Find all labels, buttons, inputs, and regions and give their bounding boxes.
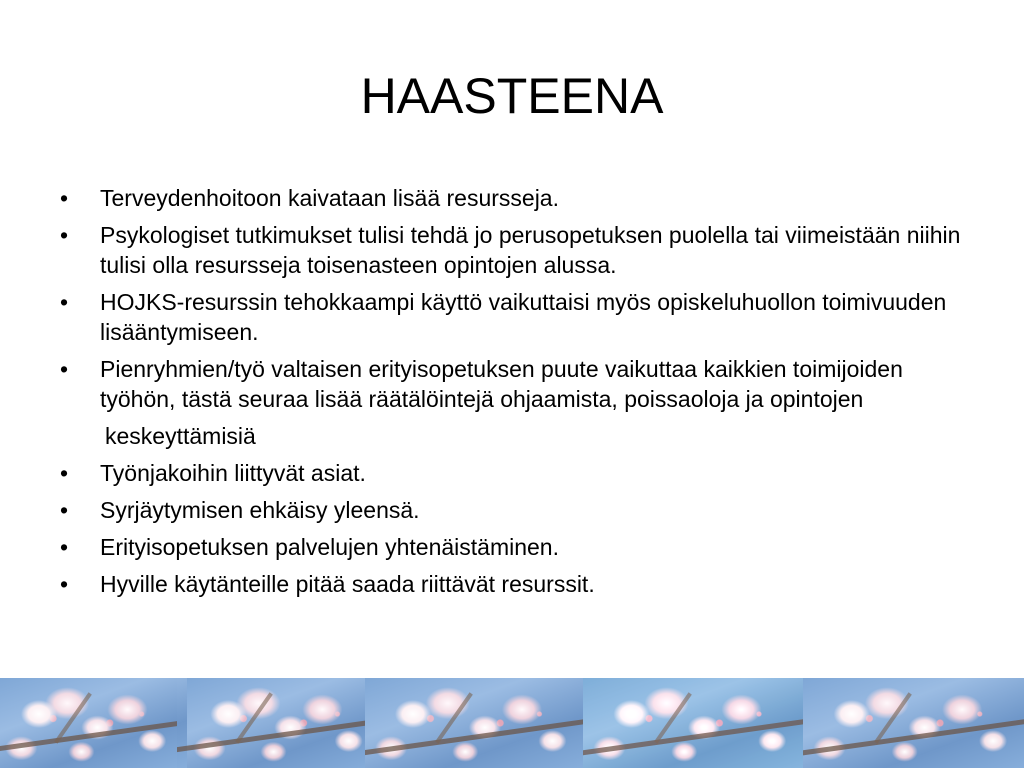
bullet-icon: • bbox=[60, 534, 69, 560]
cherry-blossom-image bbox=[0, 678, 177, 768]
bullet-item bbox=[60, 220, 970, 280]
bullet-item bbox=[60, 569, 970, 599]
bullet-item bbox=[60, 532, 970, 562]
bullet-item bbox=[60, 458, 970, 488]
bullet-icon: • bbox=[60, 356, 69, 382]
slide-title: HAASTEENA bbox=[360, 68, 664, 124]
bullet-item bbox=[60, 287, 970, 347]
bullet-item bbox=[60, 183, 970, 213]
continuation-text: keskeyttämisiä bbox=[105, 423, 256, 449]
bullet-text: Terveydenhoitoon kaivataan lisää resursseja. bbox=[100, 185, 559, 211]
cherry-blossom-image bbox=[803, 678, 1024, 768]
bullet-icon: • bbox=[60, 460, 69, 486]
cherry-blossom-banner bbox=[0, 678, 1024, 768]
bullet-icon: • bbox=[60, 497, 69, 523]
cherry-blossom-image bbox=[583, 678, 803, 768]
bullet-text: Hyville käytänteille pitää saada riittävät resurssit. bbox=[100, 571, 595, 597]
bullet-item bbox=[60, 354, 970, 414]
bullet-text: Erityisopetuksen palvelujen yhtenäistäminen. bbox=[100, 534, 559, 560]
bullet-text: HOJKS-resurssin tehokkaampi käyttö vaikuttaisi myös opiskeluhuollon toimivuuden lisääntymiseen. bbox=[100, 289, 947, 345]
bullet-icon: • bbox=[60, 571, 69, 597]
bullet-continuation bbox=[60, 421, 970, 451]
bullet-text: Pienryhmien/työ valtaisen erityisopetuksen puute vaikuttaa kaikkien toimijoiden työhön, tästä seuraa lisää räätälöintejä ohjaamista, poissaoloja ja opintojen bbox=[100, 356, 903, 412]
bullet-list bbox=[60, 183, 970, 606]
bullet-text: Työnjakoihin liittyvät asiat. bbox=[100, 460, 366, 486]
bullet-text: Syrjäytymisen ehkäisy yleensä. bbox=[100, 497, 420, 523]
cherry-blossom-image bbox=[177, 678, 365, 768]
bullet-icon: • bbox=[60, 222, 69, 248]
bullet-icon: • bbox=[60, 185, 69, 211]
bullet-icon: • bbox=[60, 289, 69, 315]
cherry-blossom-image bbox=[365, 678, 583, 768]
bullet-text: Psykologiset tutkimukset tulisi tehdä jo perusopetuksen puolella tai viimeistään niihin tulisi olla resursseja toisenasteen opintojen alussa. bbox=[100, 222, 961, 278]
bullet-item bbox=[60, 495, 970, 525]
